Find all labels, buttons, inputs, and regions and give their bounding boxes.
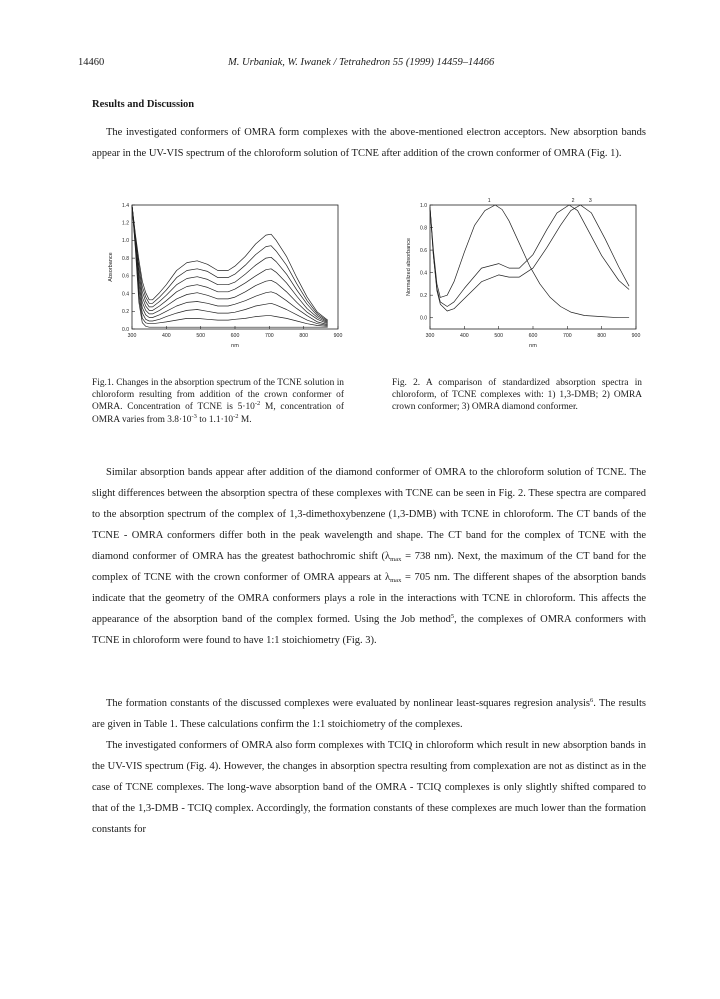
y-tick-label: 0.8: [420, 225, 427, 232]
series-line-6: [132, 205, 328, 323]
x-axis-label: nm: [231, 343, 239, 349]
x-tick-label: 300: [127, 333, 137, 339]
x-tick-label: 900: [631, 333, 641, 339]
x-tick-label: 700: [265, 333, 274, 339]
y-axis-label: Normalized absorbance: [406, 237, 412, 297]
x-tick-label: 600: [230, 333, 240, 339]
y-tick-label: 1.0: [420, 202, 427, 209]
x-tick-label: 800: [299, 333, 308, 339]
y-tick-label: 1.0: [122, 238, 129, 245]
figure-1-caption: Fig.1. Changes in the absorption spectrum of the TCNE solution in chloroform resulting from addition of the crown conformer of OMRA. Concentration of TCNE is $5\cdot 10^{-2}$ M, concentration of OMRA varies from $3.8\cdot 10^{-3}$ to $1.1\cdot 10^{-2}$ M.: [92, 378, 344, 425]
figure-1-chart: [92, 200, 352, 360]
y-tick-label: 0.6: [122, 273, 129, 280]
series-line-9: [132, 205, 328, 320]
y-tick-label: 0.2: [420, 292, 427, 299]
x-tick-label: 300: [425, 333, 435, 339]
x-tick-label: 400: [162, 333, 171, 339]
page-number: 14460: [78, 57, 105, 68]
x-tick-label: 600: [528, 333, 538, 339]
y-tick-label: 0.6: [420, 247, 427, 254]
paragraph-2: Similar absorption bands appear after addition of the diamond conformer of OMRA to the chloroform solution of TCNE. The slight differences between the absorption spectra of these complexes with TCNE can be seen in Fig. 2. These spectra are compared to the absorption spectrum of the complex of 1,3-dimethoxybenzene (1,3-DMB) with TCNE in chloroform. The CT bands of the TCNE - OMRA conformers differ both in the peak wavelength and shape. The CT band for the complex of TCNE with the diamond conformer of OMRA has the greatest bathochromic shift ($\lambda_{max} = 738$ nm). Next, the maximum of the CT band for the complex of TCNE with the crown conformer of OMRA appears at $\lambda_{max} = 705$ nm. The different shapes of the absorption bands indicate that the geometry of the OMRA conformers plays a role in the interactions with TCNE in chloroform. This affects the appearance of the absorption band of the complex formed. Using the Job method$^5$, the complexes of OMRA conformers with TCNE in chloroform were found to have 1:1 stoichiometry (Fig. 3).: [92, 467, 646, 646]
series-annotation-2: 2: [571, 198, 575, 204]
series-line-4: [132, 205, 328, 325]
series-line-2: [430, 205, 629, 307]
figure-2-caption: Fig. 2. A comparison of standardized absorption spectra in chloroform, of TCNE complexes with: 1) 1,3-DMB; 2) OMRA crown conformer; 3) OMRA diamond conformer.: [392, 378, 642, 413]
plot-frame: [132, 205, 338, 329]
section-heading: Results and Discussion: [92, 99, 195, 110]
y-tick-label: 0.8: [122, 255, 129, 262]
figure-1: [92, 200, 352, 360]
running-title: M. Urbaniak, W. Iwanek / Tetrahedron 55 (1999) 14459–14466: [228, 57, 495, 68]
series-line-2: [132, 205, 328, 326]
series-annotation-1: 1: [487, 198, 491, 204]
y-tick-label: 0.4: [122, 291, 129, 298]
paragraph-4: The investigated conformers of OMRA also form complexes with TCIQ in chloroform which result in new absorption bands in the UV-VIS spectrum (Fig. 4). However, the changes in absorption spectra resulting from complexation are not as distinct as in the case of TCNE complexes. The long-wave absorption band of the OMRA - TCIQ complexes is only slightly shifted compared to that of the 1,3-DMB - TCIQ complex. Accordingly, the formation constants of these complexes are much lower than the formation constants for: [92, 740, 646, 835]
figure-2: [390, 200, 650, 360]
y-tick-label: 0.2: [122, 309, 129, 316]
x-tick-label: 500: [494, 333, 503, 339]
plot-frame: [430, 205, 636, 329]
series-annotation-3: 3: [588, 198, 592, 204]
y-tick-label: 0.4: [420, 270, 427, 277]
figure-2-chart: [390, 200, 650, 360]
x-tick-label: 900: [333, 333, 343, 339]
y-tick-label: 0.0: [122, 326, 129, 333]
paragraph-1: The investigated conformers of OMRA form complexes with the above-mentioned electron acceptors. New absorption bands appear in the UV-VIS spectrum of the chloroform solution of TCNE after addition of the crown conformer of OMRA (Fig. 1).: [92, 127, 646, 159]
paragraph-3: The formation constants of the discussed complexes were evaluated by nonlinear least-squares regresion analysis$^6$. The results are given in Table 1. These calculations confirm the 1:1 stoichiometry of the complexes.: [92, 697, 646, 730]
y-axis-label: Absorbance: [108, 252, 114, 282]
y-tick-label: 1.2: [122, 220, 129, 227]
x-tick-label: 500: [196, 333, 205, 339]
x-axis-label: nm: [529, 343, 537, 349]
series-line-3: [132, 205, 328, 326]
y-tick-label: 0.0: [420, 315, 427, 322]
y-tick-label: 1.4: [122, 202, 129, 209]
x-tick-label: 800: [597, 333, 606, 339]
x-tick-label: 400: [460, 333, 469, 339]
x-tick-label: 700: [563, 333, 572, 339]
series-line-1: [430, 205, 629, 318]
